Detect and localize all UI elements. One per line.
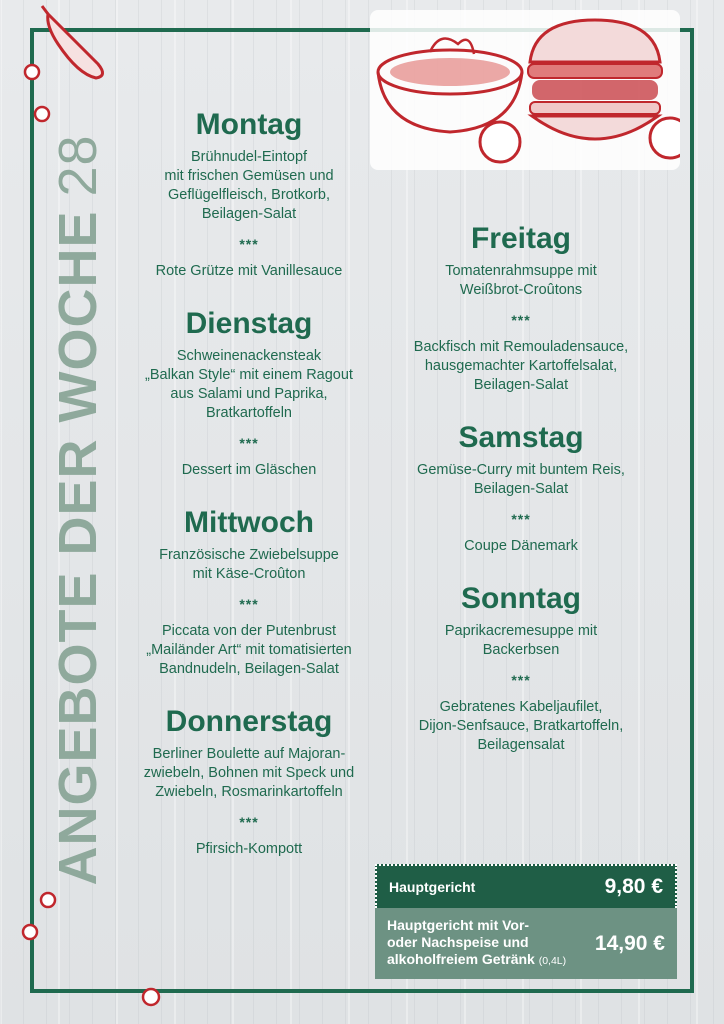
day-title: Sonntag — [461, 582, 581, 615]
main-dish: Gemüse-Curry mit buntem Reis, Beilagen-Salat — [417, 462, 625, 497]
price-box — [375, 864, 677, 979]
main-dish: Französische Zwiebelsuppe mit Käse-Croûton — [159, 547, 339, 582]
right-menu-column — [390, 222, 652, 781]
tomato-icon — [140, 986, 162, 1008]
day-title: Samstag — [458, 421, 584, 454]
separator: *** — [239, 596, 259, 612]
main-dish: Berliner Boulette auf Majoran- zwiebeln, Bohnen mit Speck und Zwiebeln, Rosmarinkartoffeln — [143, 746, 355, 800]
separator: *** — [239, 236, 259, 252]
day-title: Donnerstag — [165, 705, 333, 738]
main-dish: Schweinenackensteak „Balkan Style“ mit einem Ragout aus Salami und Paprika, Bratkartoffeln — [145, 348, 353, 421]
separator: *** — [511, 312, 531, 328]
second-dish: Pfirsich-Kompott — [195, 841, 303, 857]
day-title: Dienstag — [185, 307, 313, 340]
separator: *** — [239, 814, 259, 830]
separator: *** — [511, 511, 531, 527]
second-dish: Dessert im Gläschen — [181, 462, 317, 478]
second-dish: Piccata von der Putenbrust „Mailänder Art“ mit tomatisierten Bandnudeln, Beilagen-Salat — [146, 623, 352, 677]
second-dish: Gebratenes Kabeljaufilet, Dijon-Senfsauce, Bratkartoffeln, Beilagensalat — [418, 699, 624, 753]
day-friday — [390, 222, 652, 395]
week-number: 28 — [48, 134, 108, 197]
separator: *** — [239, 435, 259, 451]
main-dish: Tomatenrahmsuppe mit Weißbrot-Croûtons — [445, 263, 597, 298]
second-dish: Backfisch mit Remouladensauce, hausgemachter Kartoffelsalat, Beilagen-Salat — [413, 339, 629, 393]
combo-price-value: 14,90 € — [594, 931, 665, 955]
chili-pepper-icon — [38, 4, 118, 84]
combo-price-row — [375, 908, 677, 979]
tomato-icon — [32, 104, 52, 124]
combo-note: (0,4L) — [538, 955, 567, 967]
day-tuesday — [130, 307, 368, 480]
day-title: Freitag — [470, 222, 572, 255]
second-dish: Coupe Dänemark — [464, 538, 578, 554]
main-dish: Brühnudel-Eintopf mit frischen Gemüsen und Geflügelfleisch, Brotkorb, Beilagen-Salat — [164, 149, 334, 222]
title-text: ANGEBOTE DER WOCHE — [48, 210, 108, 886]
day-monday — [130, 108, 368, 281]
separator: *** — [511, 672, 531, 688]
page-title — [47, 134, 109, 885]
main-price-label: Hauptgericht — [389, 878, 476, 895]
main-price-row — [375, 864, 677, 908]
day-thursday — [130, 705, 368, 859]
second-dish: Rote Grütze mit Vanillesauce — [155, 263, 343, 279]
day-title: Mittwoch — [184, 506, 314, 539]
tomato-icon — [38, 890, 58, 910]
day-wednesday — [130, 506, 368, 679]
tomato-icon — [20, 922, 40, 942]
day-saturday — [390, 421, 652, 556]
tomato-icon — [22, 62, 42, 82]
day-sunday — [390, 582, 652, 755]
combo-label-text: Hauptgericht mit Vor- oder Nachspeise und alkoholfreiem Getränk — [387, 917, 535, 967]
main-dish: Paprikacremesuppe mit Backerbsen — [444, 623, 598, 658]
food-illustration-icon — [370, 10, 680, 170]
left-menu-column — [130, 108, 368, 885]
combo-price-label — [387, 917, 566, 970]
main-price-value: 9,80 € — [604, 875, 663, 898]
day-title: Montag — [195, 108, 303, 141]
